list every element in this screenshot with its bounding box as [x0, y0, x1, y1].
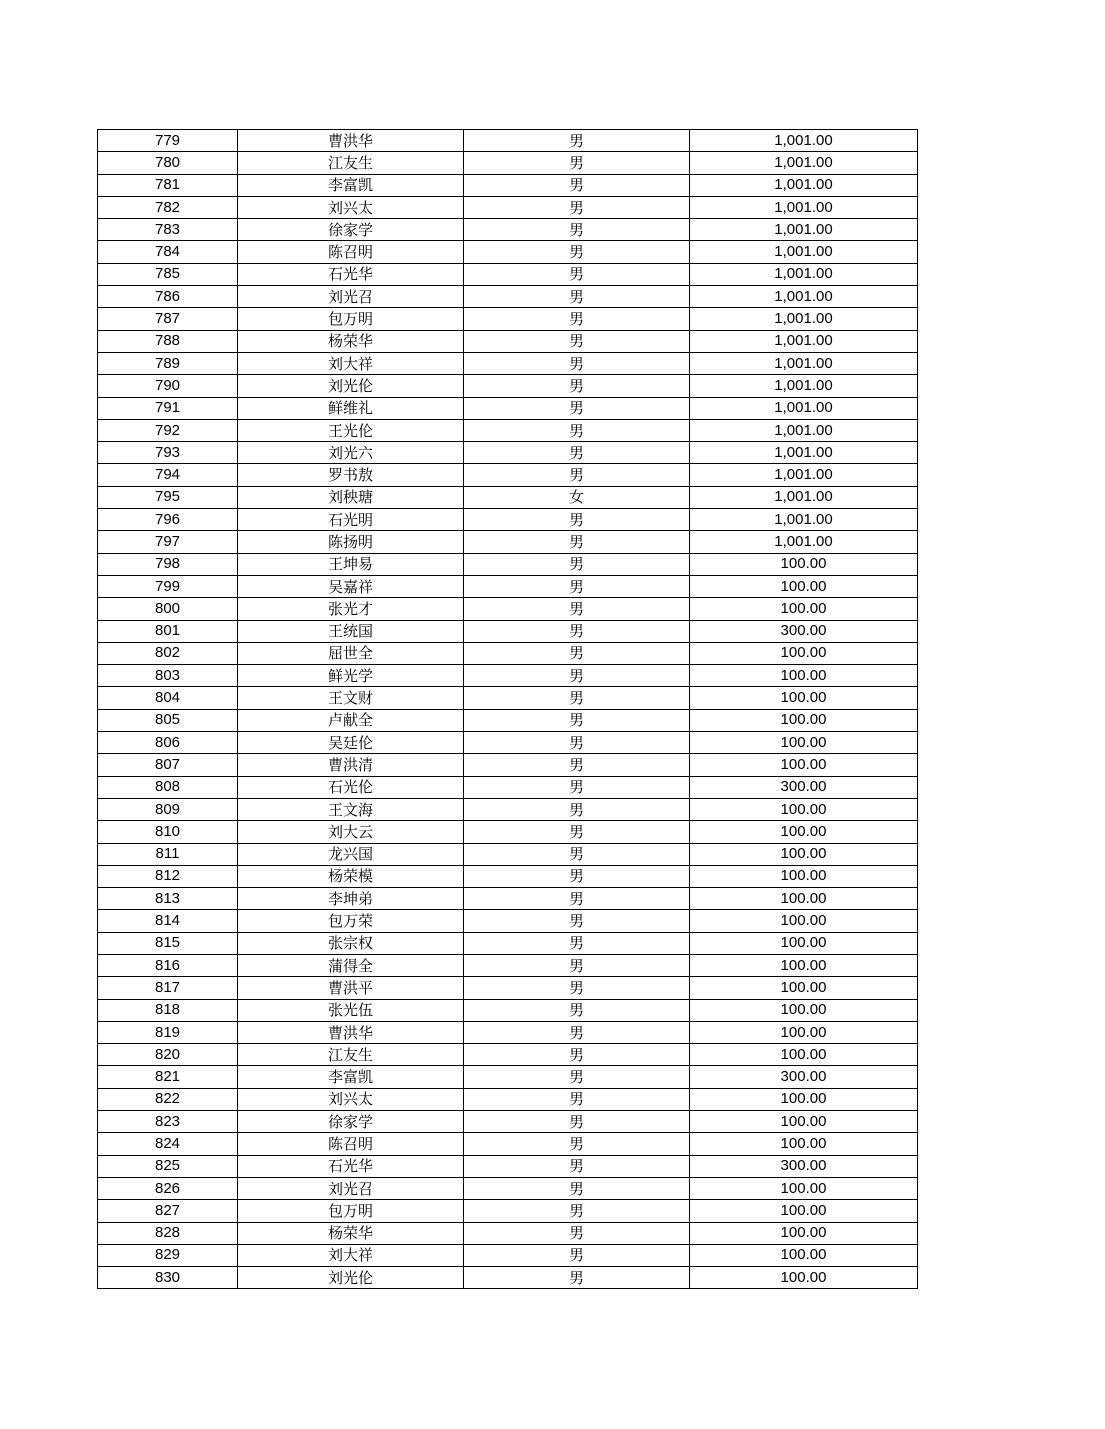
amount-cell: 1,001.00 — [690, 241, 918, 263]
table-row — [98, 575, 918, 597]
gender-cell: 男 — [464, 464, 690, 486]
name-cell: 卢献全 — [238, 709, 464, 731]
gender-cell: 男 — [464, 375, 690, 397]
row-number-cell: 825 — [98, 1155, 238, 1177]
name-cell: 吴嘉祥 — [238, 575, 464, 597]
row-number-cell: 829 — [98, 1244, 238, 1266]
row-number-cell: 817 — [98, 977, 238, 999]
row-number-cell: 804 — [98, 687, 238, 709]
table-row — [98, 509, 918, 531]
row-number-cell: 815 — [98, 932, 238, 954]
table-row — [98, 1021, 918, 1043]
name-cell: 鲜光学 — [238, 665, 464, 687]
amount-cell: 1,001.00 — [690, 397, 918, 419]
table-row — [98, 263, 918, 285]
table-row — [98, 330, 918, 352]
name-cell: 刘光召 — [238, 1177, 464, 1199]
row-number-cell: 827 — [98, 1200, 238, 1222]
row-number-cell: 805 — [98, 709, 238, 731]
gender-cell: 男 — [464, 174, 690, 196]
name-cell: 鲜维礼 — [238, 397, 464, 419]
row-number-cell: 818 — [98, 999, 238, 1021]
amount-cell: 100.00 — [690, 1111, 918, 1133]
table-row — [98, 174, 918, 196]
gender-cell: 男 — [464, 999, 690, 1021]
row-number-cell: 821 — [98, 1066, 238, 1088]
amount-cell: 300.00 — [690, 620, 918, 642]
amount-cell: 1,001.00 — [690, 286, 918, 308]
row-number-cell: 799 — [98, 575, 238, 597]
gender-cell: 男 — [464, 1222, 690, 1244]
gender-cell: 男 — [464, 709, 690, 731]
name-cell: 杨荣模 — [238, 865, 464, 887]
row-number-cell: 823 — [98, 1111, 238, 1133]
table-row — [98, 821, 918, 843]
amount-cell: 100.00 — [690, 1177, 918, 1199]
gender-cell: 男 — [464, 531, 690, 553]
name-cell: 罗书敖 — [238, 464, 464, 486]
table-row — [98, 531, 918, 553]
row-number-cell: 803 — [98, 665, 238, 687]
gender-cell: 男 — [464, 1066, 690, 1088]
table-row — [98, 665, 918, 687]
name-cell: 张宗权 — [238, 932, 464, 954]
name-cell: 刘光伦 — [238, 375, 464, 397]
table-row — [98, 598, 918, 620]
amount-cell: 100.00 — [690, 910, 918, 932]
table-row — [98, 308, 918, 330]
row-number-cell: 787 — [98, 308, 238, 330]
table-row — [98, 241, 918, 263]
gender-cell: 男 — [464, 1267, 690, 1289]
gender-cell: 男 — [464, 1244, 690, 1266]
table-row — [98, 130, 918, 152]
row-number-cell: 824 — [98, 1133, 238, 1155]
name-cell: 包万明 — [238, 1200, 464, 1222]
table-row — [98, 999, 918, 1021]
name-cell: 曹洪华 — [238, 1021, 464, 1043]
gender-cell: 男 — [464, 553, 690, 575]
amount-cell: 100.00 — [690, 1200, 918, 1222]
table-row — [98, 910, 918, 932]
name-cell: 李富凯 — [238, 174, 464, 196]
name-cell: 徐家学 — [238, 1111, 464, 1133]
row-number-cell: 782 — [98, 196, 238, 218]
amount-cell: 1,001.00 — [690, 219, 918, 241]
gender-cell: 男 — [464, 642, 690, 664]
amount-cell: 100.00 — [690, 1244, 918, 1266]
gender-cell: 男 — [464, 397, 690, 419]
amount-cell: 1,001.00 — [690, 174, 918, 196]
gender-cell: 男 — [464, 687, 690, 709]
gender-cell: 男 — [464, 442, 690, 464]
gender-cell: 男 — [464, 1133, 690, 1155]
name-cell: 石光华 — [238, 1155, 464, 1177]
amount-cell: 1,001.00 — [690, 152, 918, 174]
table-row — [98, 553, 918, 575]
gender-cell: 男 — [464, 732, 690, 754]
name-cell: 龙兴国 — [238, 843, 464, 865]
name-cell: 屈世全 — [238, 642, 464, 664]
gender-cell: 男 — [464, 598, 690, 620]
name-cell: 江友生 — [238, 1044, 464, 1066]
name-cell: 陈扬明 — [238, 531, 464, 553]
row-number-cell: 789 — [98, 352, 238, 374]
row-number-cell: 820 — [98, 1044, 238, 1066]
gender-cell: 男 — [464, 1200, 690, 1222]
gender-cell: 男 — [464, 932, 690, 954]
amount-cell: 100.00 — [690, 553, 918, 575]
amount-cell: 100.00 — [690, 798, 918, 820]
gender-cell: 男 — [464, 352, 690, 374]
roster-table-body — [98, 130, 918, 1289]
table-row — [98, 419, 918, 441]
name-cell: 曹洪平 — [238, 977, 464, 999]
gender-cell: 男 — [464, 263, 690, 285]
table-row — [98, 219, 918, 241]
row-number-cell: 792 — [98, 419, 238, 441]
table-row — [98, 1044, 918, 1066]
row-number-cell: 809 — [98, 798, 238, 820]
amount-cell: 100.00 — [690, 665, 918, 687]
row-number-cell: 785 — [98, 263, 238, 285]
amount-cell: 100.00 — [690, 642, 918, 664]
table-row — [98, 732, 918, 754]
row-number-cell: 798 — [98, 553, 238, 575]
gender-cell: 男 — [464, 798, 690, 820]
amount-cell: 1,001.00 — [690, 464, 918, 486]
name-cell: 石光华 — [238, 263, 464, 285]
table-row — [98, 1088, 918, 1110]
amount-cell: 100.00 — [690, 1267, 918, 1289]
table-row — [98, 442, 918, 464]
gender-cell: 男 — [464, 575, 690, 597]
name-cell: 吴廷伦 — [238, 732, 464, 754]
name-cell: 刘大祥 — [238, 352, 464, 374]
amount-cell: 100.00 — [690, 843, 918, 865]
name-cell: 陈召明 — [238, 241, 464, 263]
row-number-cell: 828 — [98, 1222, 238, 1244]
gender-cell: 女 — [464, 486, 690, 508]
name-cell: 王光伦 — [238, 419, 464, 441]
row-number-cell: 786 — [98, 286, 238, 308]
table-row — [98, 286, 918, 308]
name-cell: 包万明 — [238, 308, 464, 330]
table-row — [98, 865, 918, 887]
table-row — [98, 1155, 918, 1177]
gender-cell: 男 — [464, 196, 690, 218]
row-number-cell: 800 — [98, 598, 238, 620]
table-row — [98, 1133, 918, 1155]
gender-cell: 男 — [464, 821, 690, 843]
gender-cell: 男 — [464, 308, 690, 330]
gender-cell: 男 — [464, 665, 690, 687]
amount-cell: 1,001.00 — [690, 509, 918, 531]
row-number-cell: 806 — [98, 732, 238, 754]
row-number-cell: 796 — [98, 509, 238, 531]
name-cell: 李坤弟 — [238, 888, 464, 910]
amount-cell: 1,001.00 — [690, 442, 918, 464]
amount-cell: 1,001.00 — [690, 419, 918, 441]
amount-cell: 1,001.00 — [690, 531, 918, 553]
name-cell: 刘光六 — [238, 442, 464, 464]
gender-cell: 男 — [464, 977, 690, 999]
gender-cell: 男 — [464, 330, 690, 352]
row-number-cell: 812 — [98, 865, 238, 887]
name-cell: 刘光召 — [238, 286, 464, 308]
amount-cell: 100.00 — [690, 954, 918, 976]
table-row — [98, 977, 918, 999]
table-row — [98, 1111, 918, 1133]
name-cell: 杨荣华 — [238, 1222, 464, 1244]
amount-cell: 1,001.00 — [690, 308, 918, 330]
table-row — [98, 954, 918, 976]
table-row — [98, 352, 918, 374]
name-cell: 包万荣 — [238, 910, 464, 932]
gender-cell: 男 — [464, 509, 690, 531]
name-cell: 刘兴太 — [238, 196, 464, 218]
gender-cell: 男 — [464, 130, 690, 152]
row-number-cell: 781 — [98, 174, 238, 196]
gender-cell: 男 — [464, 776, 690, 798]
name-cell: 徐家学 — [238, 219, 464, 241]
table-row — [98, 1244, 918, 1266]
row-number-cell: 791 — [98, 397, 238, 419]
row-number-cell: 793 — [98, 442, 238, 464]
amount-cell: 100.00 — [690, 1222, 918, 1244]
gender-cell: 男 — [464, 1111, 690, 1133]
table-row — [98, 486, 918, 508]
amount-cell: 1,001.00 — [690, 196, 918, 218]
name-cell: 刘大云 — [238, 821, 464, 843]
row-number-cell: 810 — [98, 821, 238, 843]
amount-cell: 100.00 — [690, 1133, 918, 1155]
gender-cell: 男 — [464, 152, 690, 174]
amount-cell: 1,001.00 — [690, 486, 918, 508]
amount-cell: 100.00 — [690, 687, 918, 709]
amount-cell: 100.00 — [690, 575, 918, 597]
row-number-cell: 790 — [98, 375, 238, 397]
gender-cell: 男 — [464, 910, 690, 932]
gender-cell: 男 — [464, 419, 690, 441]
table-row — [98, 642, 918, 664]
amount-cell: 300.00 — [690, 1155, 918, 1177]
row-number-cell: 826 — [98, 1177, 238, 1199]
name-cell: 江友生 — [238, 152, 464, 174]
name-cell: 刘大祥 — [238, 1244, 464, 1266]
gender-cell: 男 — [464, 219, 690, 241]
roster-table — [97, 129, 918, 1289]
amount-cell: 1,001.00 — [690, 130, 918, 152]
gender-cell: 男 — [464, 241, 690, 263]
table-row — [98, 888, 918, 910]
gender-cell: 男 — [464, 954, 690, 976]
gender-cell: 男 — [464, 888, 690, 910]
row-number-cell: 779 — [98, 130, 238, 152]
name-cell: 石光明 — [238, 509, 464, 531]
gender-cell: 男 — [464, 865, 690, 887]
table-row — [98, 687, 918, 709]
amount-cell: 300.00 — [690, 776, 918, 798]
row-number-cell: 801 — [98, 620, 238, 642]
name-cell: 刘光伦 — [238, 1267, 464, 1289]
amount-cell: 100.00 — [690, 732, 918, 754]
amount-cell: 100.00 — [690, 821, 918, 843]
amount-cell: 1,001.00 — [690, 263, 918, 285]
row-number-cell: 808 — [98, 776, 238, 798]
name-cell: 张光伍 — [238, 999, 464, 1021]
gender-cell: 男 — [464, 1044, 690, 1066]
row-number-cell: 819 — [98, 1021, 238, 1043]
name-cell: 王统国 — [238, 620, 464, 642]
table-row — [98, 932, 918, 954]
gender-cell: 男 — [464, 1177, 690, 1199]
amount-cell: 100.00 — [690, 754, 918, 776]
name-cell: 李富凯 — [238, 1066, 464, 1088]
row-number-cell: 794 — [98, 464, 238, 486]
table-row — [98, 196, 918, 218]
table-row — [98, 464, 918, 486]
amount-cell: 1,001.00 — [690, 375, 918, 397]
row-number-cell: 783 — [98, 219, 238, 241]
row-number-cell: 780 — [98, 152, 238, 174]
table-row — [98, 1177, 918, 1199]
amount-cell: 100.00 — [690, 999, 918, 1021]
gender-cell: 男 — [464, 620, 690, 642]
amount-cell: 100.00 — [690, 1021, 918, 1043]
row-number-cell: 811 — [98, 843, 238, 865]
table-row — [98, 843, 918, 865]
table-row — [98, 1200, 918, 1222]
amount-cell: 100.00 — [690, 888, 918, 910]
name-cell: 杨荣华 — [238, 330, 464, 352]
name-cell: 蒲得全 — [238, 954, 464, 976]
name-cell: 刘兴太 — [238, 1088, 464, 1110]
name-cell: 王坤易 — [238, 553, 464, 575]
row-number-cell: 814 — [98, 910, 238, 932]
name-cell: 王文财 — [238, 687, 464, 709]
table-row — [98, 152, 918, 174]
amount-cell: 1,001.00 — [690, 330, 918, 352]
name-cell: 曹洪华 — [238, 130, 464, 152]
amount-cell: 100.00 — [690, 598, 918, 620]
row-number-cell: 788 — [98, 330, 238, 352]
row-number-cell: 822 — [98, 1088, 238, 1110]
name-cell: 陈召明 — [238, 1133, 464, 1155]
row-number-cell: 802 — [98, 642, 238, 664]
amount-cell: 100.00 — [690, 932, 918, 954]
row-number-cell: 813 — [98, 888, 238, 910]
table-row — [98, 1267, 918, 1289]
table-row — [98, 754, 918, 776]
table-row — [98, 1222, 918, 1244]
gender-cell: 男 — [464, 843, 690, 865]
row-number-cell: 797 — [98, 531, 238, 553]
name-cell: 刘秧瑭 — [238, 486, 464, 508]
table-row — [98, 397, 918, 419]
name-cell: 王文海 — [238, 798, 464, 820]
table-row — [98, 776, 918, 798]
table-row — [98, 620, 918, 642]
amount-cell: 300.00 — [690, 1066, 918, 1088]
name-cell: 曹洪清 — [238, 754, 464, 776]
gender-cell: 男 — [464, 1155, 690, 1177]
amount-cell: 100.00 — [690, 709, 918, 731]
amount-cell: 1,001.00 — [690, 352, 918, 374]
amount-cell: 100.00 — [690, 1044, 918, 1066]
gender-cell: 男 — [464, 754, 690, 776]
row-number-cell: 816 — [98, 954, 238, 976]
gender-cell: 男 — [464, 1088, 690, 1110]
name-cell: 石光伦 — [238, 776, 464, 798]
row-number-cell: 795 — [98, 486, 238, 508]
row-number-cell: 807 — [98, 754, 238, 776]
row-number-cell: 830 — [98, 1267, 238, 1289]
table-row — [98, 709, 918, 731]
gender-cell: 男 — [464, 1021, 690, 1043]
row-number-cell: 784 — [98, 241, 238, 263]
table-row — [98, 1066, 918, 1088]
gender-cell: 男 — [464, 286, 690, 308]
table-row — [98, 375, 918, 397]
table-row — [98, 798, 918, 820]
amount-cell: 100.00 — [690, 865, 918, 887]
name-cell: 张光才 — [238, 598, 464, 620]
amount-cell: 100.00 — [690, 977, 918, 999]
amount-cell: 100.00 — [690, 1088, 918, 1110]
